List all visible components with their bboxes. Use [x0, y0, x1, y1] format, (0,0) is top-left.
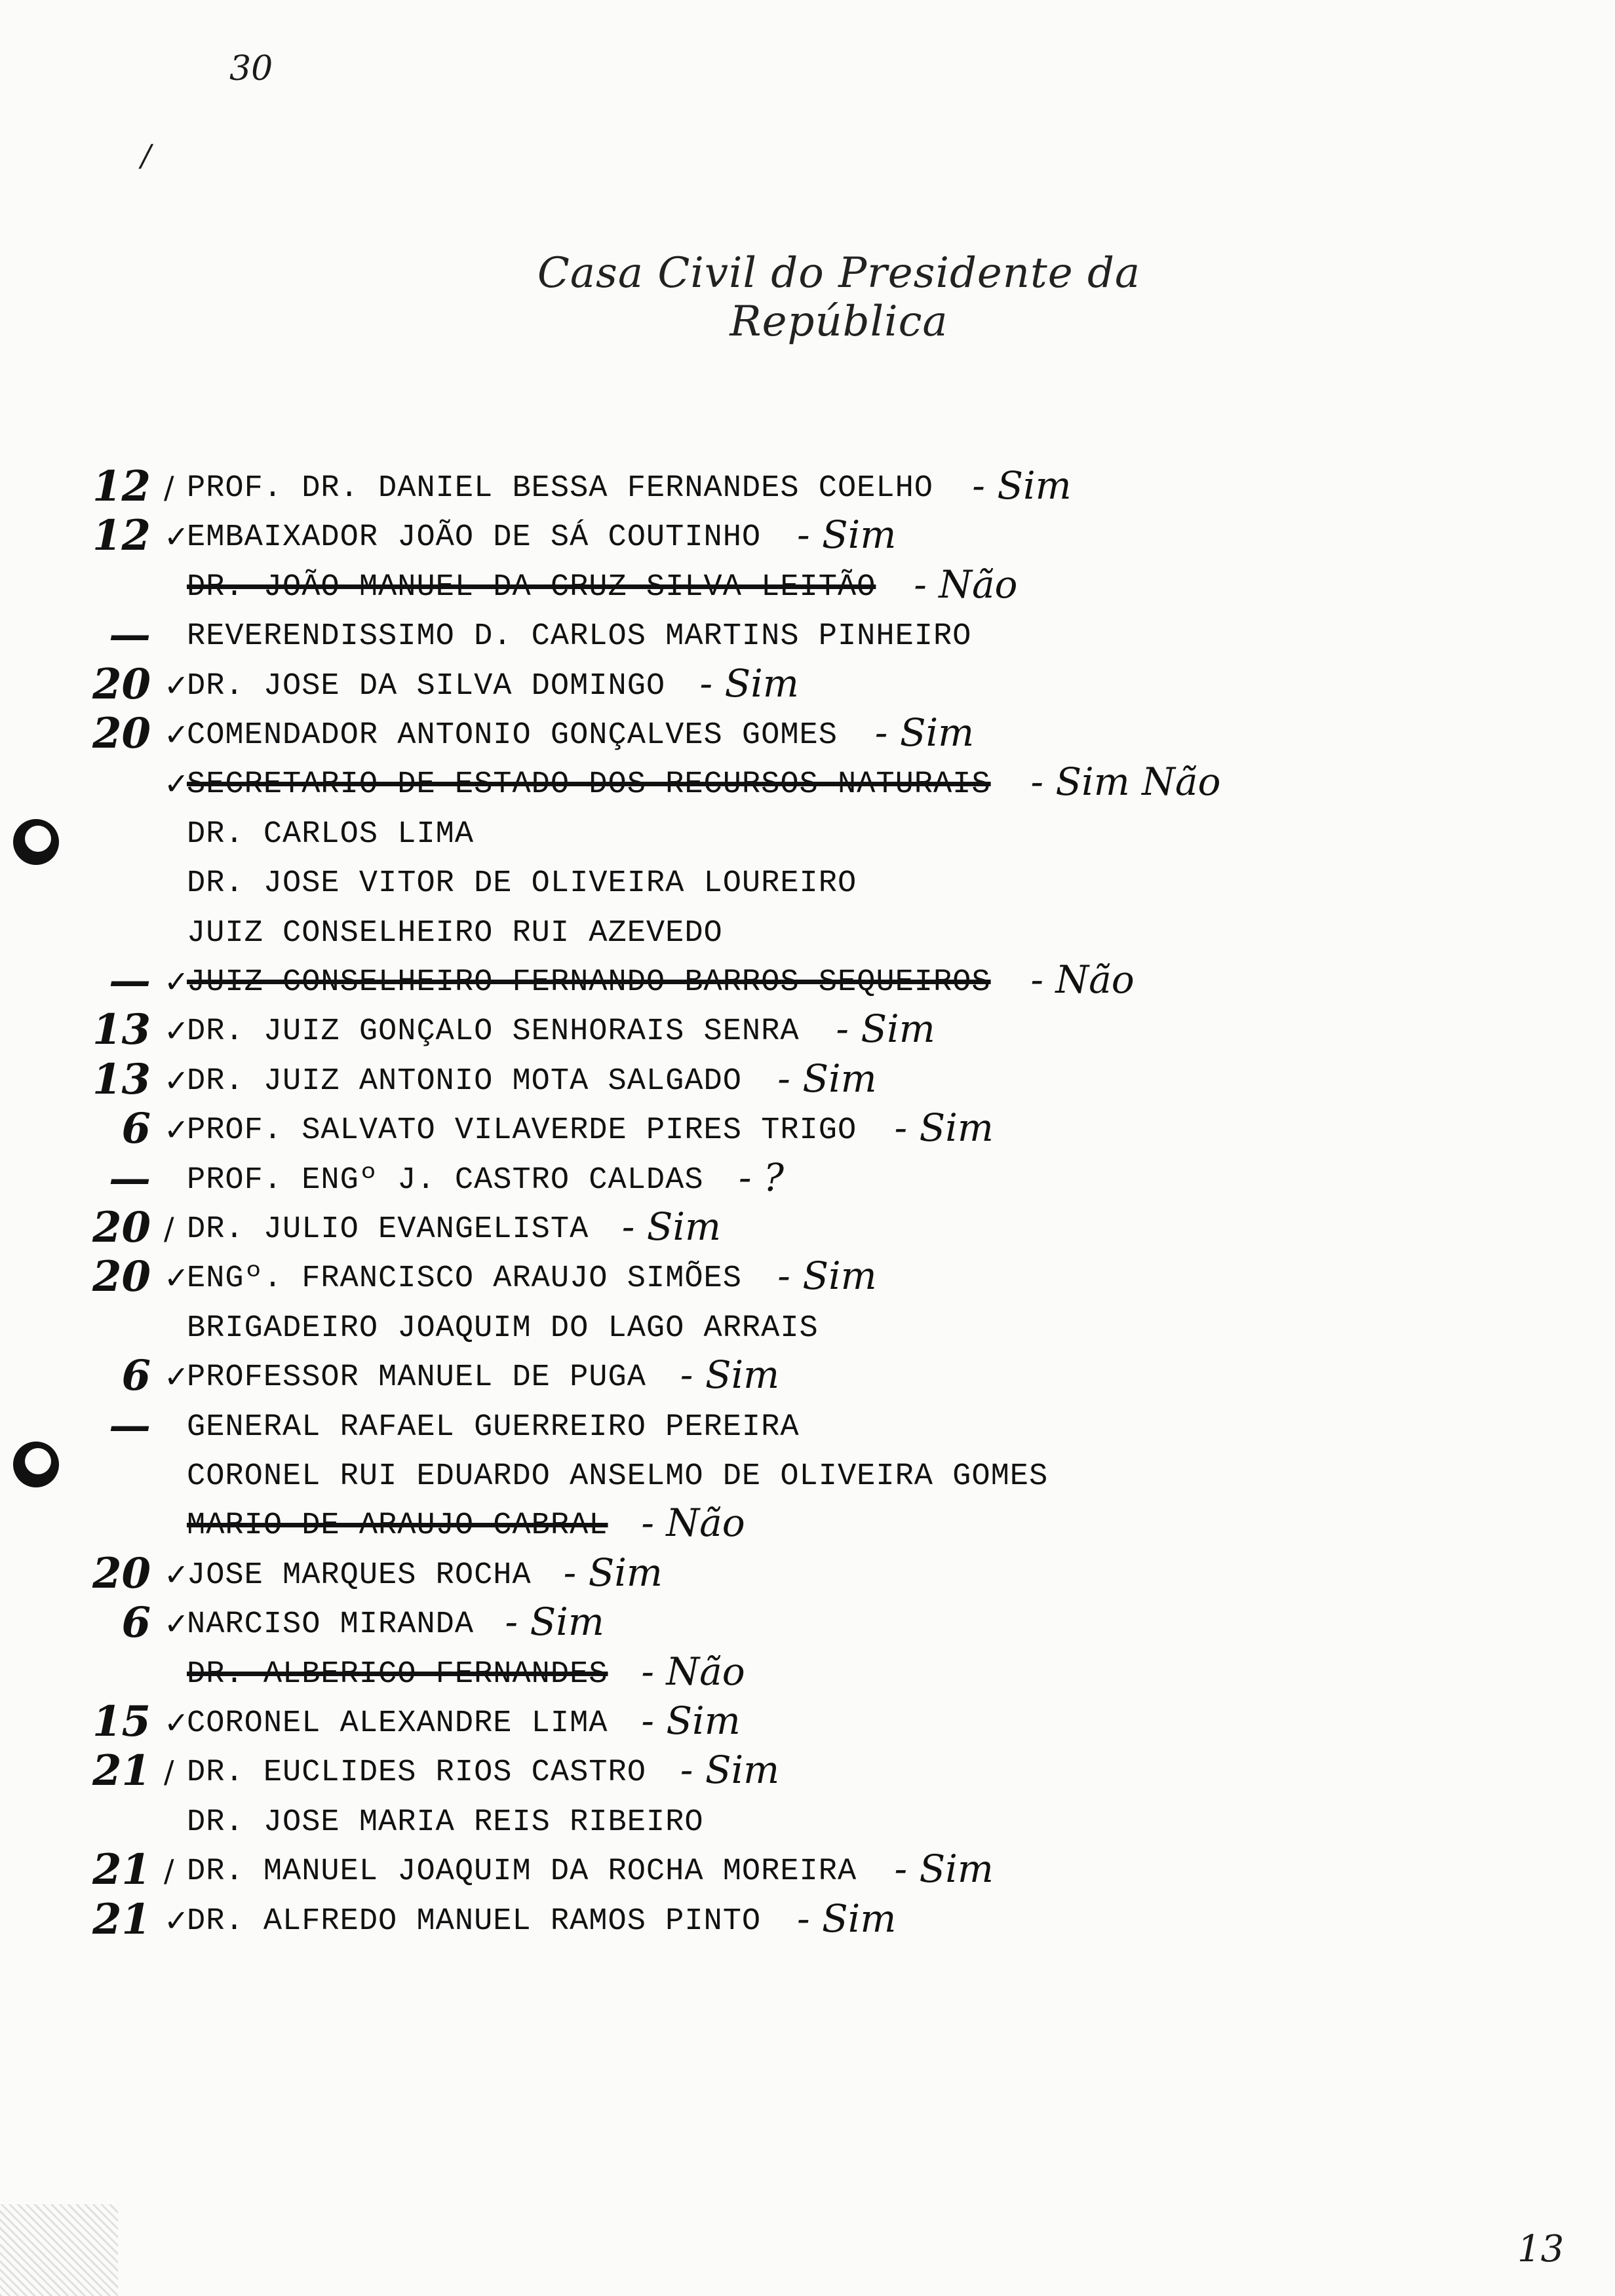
entry-name: ENGº. FRANCISCO ARAUJO SIMÕES: [187, 1261, 742, 1297]
list-entry: [0, 610, 1615, 659]
check-mark-icon: ✓: [164, 1902, 189, 1938]
entry-name: BRIGADEIRO JOAQUIM DO LAGO ARRAIS: [187, 1311, 819, 1346]
list-entry: [0, 1845, 1615, 1894]
entry-margin-number: 21: [92, 1894, 151, 1944]
list-entry: [0, 1796, 1615, 1845]
entry-handwritten-note: - Sim: [836, 1006, 935, 1052]
entry-name: DR. JUIZ ANTONIO MOTA SALGADO: [187, 1063, 742, 1099]
page-number: 13: [1517, 2228, 1565, 2270]
margin-number-top: 30: [229, 49, 273, 88]
list-entry: [0, 1648, 1615, 1697]
entry-name: DR. JOSE VITOR DE OLIVEIRA LOUREIRO: [187, 866, 857, 902]
entry-handwritten-note: - Sim: [797, 512, 897, 558]
list-entry: [0, 758, 1615, 807]
list-entry: [0, 1549, 1615, 1598]
letterhead: Casa Civil do Presidente da República: [537, 249, 1141, 346]
check-mark-icon: ✓: [164, 964, 189, 999]
list-entry: [0, 660, 1615, 709]
entry-name: SECRETARIO DE ESTADO DOS RECURSOS NATURAIS: [187, 767, 991, 803]
entry-name: NARCISO MIRANDA: [187, 1607, 475, 1643]
list-entry: [0, 511, 1615, 560]
list-entry: [0, 1450, 1615, 1499]
entry-handwritten-note: - Sim: [621, 1204, 722, 1249]
entry-name: REVERENDISSIMO D. CARLOS MARTINS PINHEIRO: [187, 619, 972, 655]
entry-name: DR. JOSE DA SILVA DOMINGO: [187, 668, 666, 704]
list-entry: [0, 1154, 1615, 1203]
check-mark-icon: ✓: [164, 1112, 189, 1148]
entry-margin-number: 13: [92, 1005, 151, 1055]
list-entry: [0, 1746, 1615, 1795]
scan-noise: [0, 2204, 118, 2296]
entry-handwritten-note: - Sim: [894, 1105, 994, 1151]
entry-name: PROF. SALVATO VILAVERDE PIRES TRIGO: [187, 1113, 857, 1149]
check-mark-icon: ✓: [164, 1062, 189, 1098]
entry-handwritten-note: - Não: [641, 1501, 745, 1546]
list-entry: [0, 1005, 1615, 1054]
entry-margin-number: 20: [92, 659, 151, 709]
list-entry: [0, 1499, 1615, 1548]
entry-name: MARIO DE ARAUJO CABRAL: [187, 1508, 608, 1544]
list-entry: [0, 462, 1615, 511]
entry-handwritten-note: - Sim: [894, 1846, 994, 1892]
list-entry: [0, 1055, 1615, 1104]
list-entry: [0, 1104, 1615, 1153]
entry-handwritten-note: - Sim: [680, 1748, 780, 1793]
entry-margin-number: 13: [92, 1054, 151, 1104]
list-entry: [0, 1302, 1615, 1351]
check-mark-icon: /: [164, 1754, 174, 1790]
entry-name: DR. JUIZ GONÇALO SENHORAIS SENRA: [187, 1014, 800, 1050]
entry-name: JUIZ CONSELHEIRO FERNANDO BARROS SEQUEIROS: [187, 965, 991, 1000]
check-mark-icon: ✓: [164, 667, 189, 703]
entry-name: DR. ALFREDO MANUEL RAMOS PINTO: [187, 1904, 762, 1939]
check-mark-icon: /: [164, 1853, 174, 1889]
entry-handwritten-note: - Sim: [777, 1253, 877, 1299]
check-mark-icon: /: [164, 470, 174, 505]
entry-name: PROFESSOR MANUEL DE PUGA: [187, 1360, 646, 1396]
entry-name: JOSE MARQUES ROCHA: [187, 1558, 532, 1593]
list-entry: [0, 1598, 1615, 1647]
entry-handwritten-note: - Não: [914, 562, 1018, 607]
entry-margin-number: —: [109, 1400, 151, 1450]
check-mark-icon: /: [164, 1211, 174, 1246]
margin-mark-top: /: [141, 138, 151, 173]
list-entry: [0, 808, 1615, 857]
entry-name: DR. JOÃO MANUEL DA CRUZ SILVA LEITÃO: [187, 569, 876, 605]
entry-margin-number: 6: [121, 1351, 151, 1401]
entry-name: CORONEL ALEXANDRE LIMA: [187, 1706, 608, 1741]
entry-name: CORONEL RUI EDUARDO ANSELMO DE OLIVEIRA GOMES: [187, 1459, 1049, 1494]
entry-handwritten-note: - Sim: [797, 1896, 897, 1941]
check-mark-icon: ✓: [164, 1260, 189, 1296]
entry-margin-number: 6: [121, 1104, 151, 1154]
entry-margin-number: 21: [92, 1746, 151, 1796]
list-entry: [0, 709, 1615, 758]
entry-margin-number: 20: [92, 1203, 151, 1252]
entry-name: JUIZ CONSELHEIRO RUI AZEVEDO: [187, 915, 723, 951]
entry-margin-number: —: [109, 1153, 151, 1203]
entry-name: COMENDADOR ANTONIO GONÇALVES GOMES: [187, 718, 838, 753]
entry-handwritten-note: - Sim: [777, 1056, 877, 1101]
entry-handwritten-note: - Sim: [680, 1352, 780, 1398]
entry-handwritten-note: - Não: [1030, 957, 1135, 1002]
entry-margin-number: 12: [92, 462, 151, 511]
check-mark-icon: ✓: [164, 717, 189, 752]
list-entry: [0, 1401, 1615, 1450]
check-mark-icon: ✓: [164, 519, 189, 555]
list-entry: [0, 1697, 1615, 1746]
list-entry: [0, 1252, 1615, 1301]
entry-handwritten-note: - Sim: [874, 710, 975, 755]
entry-handwritten-note: - Não: [641, 1649, 745, 1694]
entry-margin-number: 21: [92, 1845, 151, 1895]
entry-name: GENERAL RAFAEL GUERREIRO PEREIRA: [187, 1409, 800, 1445]
list-entry: [0, 1351, 1615, 1400]
check-mark-icon: ✓: [164, 766, 189, 802]
entry-name: DR. ALBERICO FERNANDES: [187, 1656, 608, 1692]
entry-handwritten-note: - Sim Não: [1030, 759, 1221, 805]
check-mark-icon: ✓: [164, 1359, 189, 1395]
check-mark-icon: ✓: [164, 1013, 189, 1049]
list-entry: [0, 561, 1615, 610]
entry-name: PROF. DR. DANIEL BESSA FERNANDES COELHO: [187, 471, 933, 506]
entry-margin-number: 6: [121, 1598, 151, 1648]
entry-margin-number: 20: [92, 1548, 151, 1598]
list-entry: [0, 907, 1615, 956]
entry-margin-number: —: [109, 956, 151, 1005]
entry-name: DR. EUCLIDES RIOS CASTRO: [187, 1755, 646, 1791]
entry-name: EMBAIXADOR JOÃO DE SÁ COUTINHO: [187, 520, 762, 556]
entry-handwritten-note: - Sim: [641, 1698, 741, 1743]
list-entry: [0, 857, 1615, 906]
list-entry: [0, 1895, 1615, 1944]
check-mark-icon: ✓: [164, 1606, 189, 1642]
entry-name: PROF. ENGº J. CASTRO CALDAS: [187, 1162, 704, 1198]
entry-name: DR. CARLOS LIMA: [187, 816, 475, 852]
entry-handwritten-note: - Sim: [699, 660, 799, 706]
entry-margin-number: —: [109, 610, 151, 660]
check-mark-icon: ✓: [164, 1705, 189, 1740]
entry-margin-number: 20: [92, 709, 151, 758]
entry-handwritten-note: - Sim: [972, 463, 1072, 508]
check-mark-icon: ✓: [164, 1556, 189, 1592]
list-entry: [0, 956, 1615, 1005]
list-entry: [0, 1203, 1615, 1252]
entry-handwritten-note: - Sim: [563, 1550, 663, 1595]
entry-margin-number: 15: [92, 1697, 151, 1746]
entry-handwritten-note: - ?: [738, 1155, 785, 1200]
entry-name: DR. JOSE MARIA REIS RIBEIRO: [187, 1805, 704, 1840]
entry-margin-number: 20: [92, 1252, 151, 1302]
entry-name: DR. JULIO EVANGELISTA: [187, 1212, 589, 1247]
entry-name: DR. MANUEL JOAQUIM DA ROCHA MOREIRA: [187, 1854, 857, 1890]
entry-margin-number: 12: [92, 511, 151, 561]
entry-handwritten-note: - Sim: [505, 1599, 604, 1645]
